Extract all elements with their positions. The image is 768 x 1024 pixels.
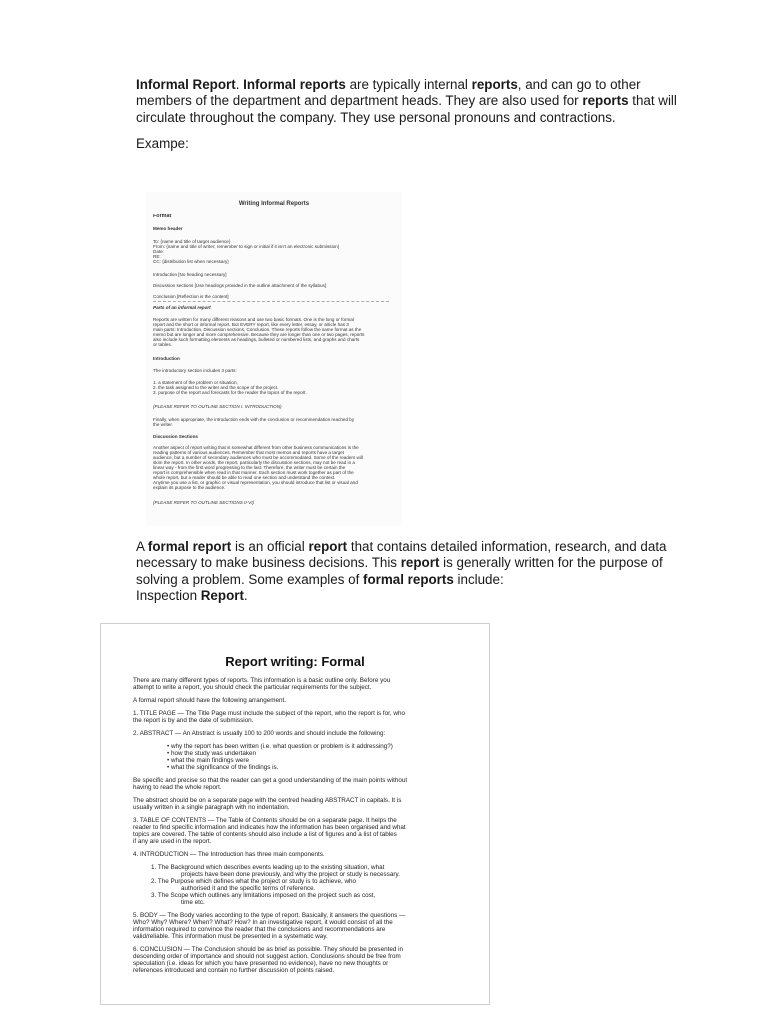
dashed-divider xyxy=(153,301,389,302)
formal-line: having to read the whole report. xyxy=(133,784,222,791)
formal-line: Who? Why? Where? When? What? How? In an investigative report, it would consist of all the xyxy=(133,919,393,926)
text-run: , and can go to other members of the department and department heads. They are also used for xyxy=(136,77,641,109)
formal-line: 6. CONCLUSION — The Conclusion should be as brief as possible. They should be presented in xyxy=(133,946,403,953)
text-run: that contains detailed information, research, and data necessary to make business decisions. This xyxy=(136,539,667,571)
bold-term: report xyxy=(400,555,440,571)
informal-line: linear way - from the first word progressing to the last. Therefore, the writer must be certain the xyxy=(153,465,346,470)
informal-line: The introductory section includes 3 parts: xyxy=(153,368,237,373)
formal-line: 5. BODY — The Body varies according to the type of report. Basically, it answers the questions — xyxy=(133,912,406,919)
informal-line: RE: xyxy=(153,254,161,259)
informal-report-paragraph xyxy=(136,77,696,126)
informal-line: also include such formatting elements as headings, bulleted or numbered lists, and graphs and charts xyxy=(153,337,360,342)
informal-report-example-image xyxy=(146,192,402,526)
text-run: that will circulate throughout the company. They use personal pronouns and contractions. xyxy=(136,93,677,125)
text-run: is an official xyxy=(231,539,309,554)
example-label: Exampe: xyxy=(136,136,189,151)
informal-line: Memo header xyxy=(153,226,183,231)
text-run: Inspection xyxy=(136,587,201,603)
informal-line: From: {name and title of writer; remember to sign or initial if it isn't an electronic submission} xyxy=(153,244,340,249)
formal-line: descending order of importance and should not suggest action. Conclusions should be free from xyxy=(133,953,401,960)
text-run: . xyxy=(243,587,248,603)
formal-line: valid/reliable. This information must be presented in a systematic way. xyxy=(133,933,328,940)
informal-line: reading patterns of various audiences. Remember that most memos and reports have a target xyxy=(153,450,344,455)
text-run: include: xyxy=(453,571,504,587)
informal-line: whole report, but a reader should be able to read one section and understand the context. xyxy=(153,475,336,480)
formal-line: projects have been done previously, and why the project or study is necessary. xyxy=(181,871,400,878)
formal-line: • why the report has been written (i.e. what question or problem is it addressing?) xyxy=(167,743,393,750)
text-run: is generally written for the purpose of solving a problem. Some examples of xyxy=(136,555,663,587)
informal-line: report is comprehensible when read in that manner. Each section must work together as part of the xyxy=(153,470,354,475)
informal-line: 1. a statement of the problem or situation, xyxy=(153,380,238,385)
informal-line: CC: {distribution list when necessary} xyxy=(153,259,229,264)
formal-line: topics are covered. The table of contents should also include a list of figures and a list of tables xyxy=(133,831,397,838)
bold-term: Report xyxy=(200,587,244,603)
informal-line: 2. the task assigned to the writer and the scope of the project. xyxy=(153,385,279,390)
formal-line: speculation (i.e. ideas for which you have presented no evidence), have no new thoughts or xyxy=(133,960,389,967)
formal-report-paragraph xyxy=(136,539,696,604)
formal-line: • how the study was undertaken xyxy=(167,750,257,757)
informal-line: Discussion Sections xyxy=(153,434,198,439)
informal-line: 3. purpose of the report and forecasts for the reader the topics of the report. xyxy=(153,390,307,395)
bold-term: formal reports xyxy=(363,571,454,587)
informal-line: Another aspect of report writing that is somewhat different from other business communications is the xyxy=(153,445,359,450)
informal-line: Reports are written for many different reasons and use two basic formats. One is the long or formal xyxy=(153,317,354,322)
informal-line: Discussion sections [Use headings provided in the outline attachment of the syllabus] xyxy=(153,283,327,288)
informal-line: Format xyxy=(153,214,172,219)
formal-line: • what the significance of the findings is. xyxy=(167,764,279,771)
formal-line: 3. TABLE OF CONTENTS — The Table of Contents should be on a separate page. It helps the xyxy=(133,817,397,824)
informal-line: report and the short or informal report. But EVERY report, like every letter, essay, or article has 3 xyxy=(153,322,349,327)
formal-line: time etc. xyxy=(181,899,205,906)
text-run: A xyxy=(136,539,148,554)
formal-line: reader to find specific information and indicates how the information has been organised and what xyxy=(133,824,406,831)
formal-line: the report is by and the date of submission. xyxy=(133,717,254,724)
formal-line: usually written in a single paragraph with no indentation. xyxy=(133,804,290,811)
informal-line: Conclusion [Reflection is the content] xyxy=(153,294,229,299)
formal-image-title: Report writing: Formal xyxy=(225,654,365,669)
formal-line: The abstract should be on a separate page with the centred heading ABSTRACT in capitals. It is xyxy=(133,797,402,804)
informal-line: (PLEASE REFER TO OUTLINE SECTIONS II-VI) xyxy=(153,500,254,505)
formal-line: 1. The Background which describes events leading up to the existing situation, what xyxy=(151,864,385,871)
bold-term: Informal reports xyxy=(243,77,346,92)
informal-line: To: {name and title of target audience} xyxy=(153,239,231,244)
formal-line: information required to convince the reader that the conclusions and recommendations are xyxy=(133,926,386,933)
formal-line: 2. The Purpose which defines what the project or study is to achieve, who xyxy=(151,878,356,885)
informal-line: Introduction xyxy=(153,356,180,361)
informal-line: main parts: Introduction, Discussion sections, Conclusion. These reports follow the same format as the xyxy=(153,327,362,332)
formal-line: if any are used in the report. xyxy=(133,838,212,845)
informal-line: the writer. xyxy=(153,422,173,427)
informal-line: Parts of an informal report xyxy=(153,305,211,310)
informal-image-title: Writing Informal Reports xyxy=(238,201,310,207)
bold-term: report xyxy=(308,539,348,554)
informal-line: or tables. xyxy=(153,342,172,347)
formal-line: There are many different types of reports. This information is a basic outline only. Before you xyxy=(133,677,391,684)
formal-report-example-image xyxy=(100,623,490,1005)
informal-line: Introduction [No heading necessary] xyxy=(153,272,227,277)
informal-line: Date: xyxy=(153,249,164,254)
informal-report-term: Informal Report xyxy=(136,77,236,92)
formal-line: 1. TITLE PAGE — The Title Page must include the subject of the report, who the report is for, who xyxy=(133,710,405,717)
formal-line: 2. ABSTRACT — An Abstract is usually 100 to 200 words and should include the following: xyxy=(133,730,386,737)
informal-line: audience, but a number of secondary audiences who must be accommodated. Some of the readers will xyxy=(153,455,363,460)
formal-line: authorised it and the specific terms of reference. xyxy=(181,885,316,892)
formal-line: Be specific and precise so that the reader can get a good understanding of the main points without xyxy=(133,777,408,784)
bold-term: reports xyxy=(471,77,518,92)
informal-line: explain its purpose to the audience. xyxy=(153,485,226,490)
informal-line: skim the report. In other words, the report, particularly the discussion sections, may not be read in a xyxy=(153,460,355,465)
informal-line: (PLEASE REFER TO OUTLINE SECTION I. INTRODUCTION) xyxy=(153,404,282,409)
formal-line: A formal report should have the following arrangement. xyxy=(133,697,286,704)
informal-line: Finally, when appropriate, the introduction ends with the conclusion or recommendation reached by xyxy=(153,417,355,422)
informal-line: memo but are longer and more comprehensive. Because they are longer than one or two pages, reports xyxy=(153,332,365,337)
informal-line: Anytime you use a list, or graphic or visual representation, you should introduce that list or visual and xyxy=(153,480,358,485)
formal-report-term: formal report xyxy=(147,539,232,554)
formal-line: attempt to write a report, you should check the particular requirements for the subject. xyxy=(133,684,372,691)
formal-line: 3. The Scope which outlines any limitations imposed on the project such as cost, xyxy=(151,892,376,899)
text-run: are typically internal xyxy=(345,77,472,92)
bold-term: reports xyxy=(582,93,629,109)
formal-line: 4. INTRODUCTION — The Introduction has three main components. xyxy=(133,851,325,858)
text-run: . xyxy=(235,77,244,92)
formal-line: references introduced and contain no further discussion of points raised. xyxy=(133,967,335,974)
formal-line: • what the main findings were xyxy=(167,757,250,764)
